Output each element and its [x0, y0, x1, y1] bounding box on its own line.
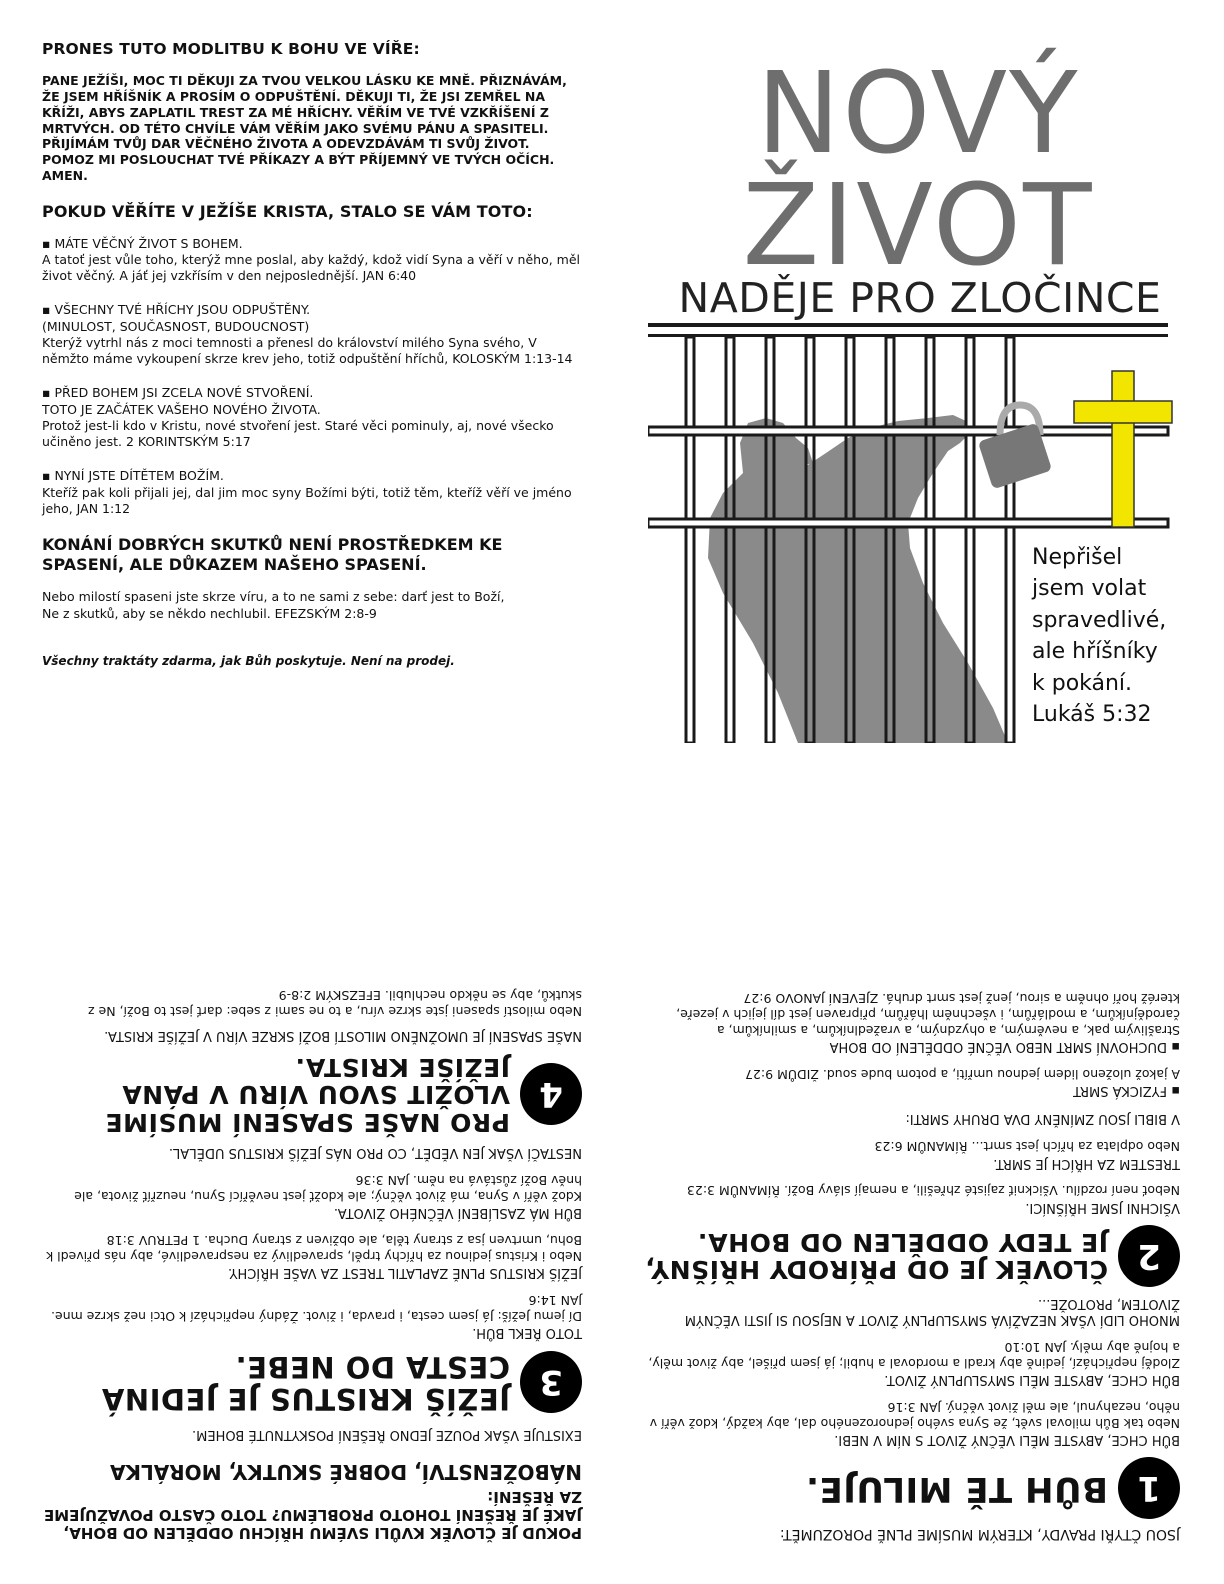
solution-panel [42, 822, 582, 1542]
sec3-sub2: JEŽÍŠ KRISTUS PLNĚ ZAPLATIL TREST ZA VAŠE HŘÍCHY. [228, 1264, 582, 1280]
sec3-text2: Nebo i Kristus jedinou za hříchy trpěl, spravedlivý za nespravedlivé, aby nás přivedl k Bohu, umrtven jsa z strany těla, ale obživen z strany Ducha. 1 PETRUV 3:18 [45, 1232, 582, 1264]
section-3-heading [42, 1350, 582, 1414]
four-truths-intro: JSOU ČTYŘI PRAVDY, KTERÝM MUSÍME PLNĚ POROZUMĚT: [779, 1526, 1180, 1542]
point-text: Protož jest-li kdo v Kristu, nové stvoření jest. Staré věci pominuly, aj, nové všecko učiněno jest. 2 KORINTSKÝM 5:17 [42, 417, 554, 450]
sec4-text: Nebo milostí spaseni jste skrze víru, a to ne sami z sebe: darť jest to Boží, Ne z skutků, aby se někdo nechlubil. EFEZSKÝM 2:8-9 [88, 988, 582, 1019]
cover-title-line1: NOVÝ [756, 49, 1080, 179]
four-truths-panel [640, 822, 1180, 1542]
point-text: Kterýž vytrhl nás z moci temnosti a přenesl do království milého Syna svého, V němžto máme vykoupení skrze krev jeho, totiž odpuštění hříchů, KOLOSKÝM 1:13-14 [42, 334, 573, 367]
point-text: A tatoť jest vůle toho, kterýž mne poslal, aby každý, kdož vidí Syna a věří v něho, měl život věčný. A jáť jej vzkřísím v den nejposlednější. JAN 6:40 [42, 251, 581, 284]
verse-line: ale hříšníky [1032, 639, 1158, 665]
sec3-sub3: BŮH MÁ ZASLÍBENÍ VĚČNÉHO ŽIVOTA. [333, 1204, 582, 1220]
section-4-heading [42, 1053, 582, 1136]
sec3-text1: Dí jemu Ježíš: Já jsem cesta, i pravda, i život. Žádný nepřichází k Otci než skrze mne. JAN 14:6 [50, 1292, 582, 1324]
verse-line: jsem volat [1032, 576, 1147, 602]
sec1-sub1: BŮH CHCE, ABYSTE MĚLI VĚČNÝ ŽIVOT S NÍM V NEBI. [834, 1432, 1180, 1448]
sec1-sub3: MNOHO LIDÍ VŠAK NEZAŽÍVÁ SMYSLUPLNÝ ŽIVOT A NEJSOU SI JISTI VĚČNÝM ŽIVOTEM, PROTOŽE... [684, 1295, 1180, 1328]
prayer-panel [42, 40, 582, 668]
solution-intro: POKUD JE ČLOVĚK KVŮLI SVÉMU HŘÍCHU ODDĚLEN OD BOHA, JAKÉ JE ŘEŠENÍ TOHOTO PROBLÉMU? TOTO ČASTO POVAŽUJEME ZA ŘEŠENÍ: [43, 1488, 582, 1542]
sec1-sub2: BŮH CHCE, ABYSTE MĚLI SMYSLUPLNÝ ŽIVOT. [884, 1372, 1180, 1388]
prayer-heading: PRONES TUTO MODLITBU K BOHU VE VÍŘE: [42, 40, 420, 58]
verse-reference: Lukáš 5:32 [1032, 702, 1152, 728]
footer-note: Všechny traktáty zdarma, jak Bůh poskytuje. Není na prodej. [42, 653, 455, 668]
verse-line: k pokání. [1032, 670, 1133, 696]
point-subtitle: (MINULOST, SOUČASNOST, BUDOUCNOST) [42, 318, 310, 334]
sec2-sub3: V BIBLI JSOU ZMÍNĚNY DVA DRUHY SMRTI: [905, 1111, 1180, 1127]
section-2-heading [640, 1225, 1180, 1287]
believe-heading: POKUD VĚŘÍTE V JEŽÍŠE KRISTA, STALO SE VÁM TOTO: [42, 201, 533, 221]
point-subtitle: TOTO JE ZAČÁTEK VAŠEHO NOVÉHO ŽIVOTA. [42, 401, 321, 417]
section-number-4: 4 [520, 1063, 582, 1125]
sec2-sub5: ▪ DUCHOVNÍ SMRT NEBO VĚČNÉ ODDĚLENÍ OD BOHA [829, 1039, 1180, 1055]
verse-line: spravedlivé, [1032, 607, 1167, 633]
sec2-text5: Strašlivým pak, a nevěrným, a ohyzdným, a vražedlníkům, a smilníkům, a čarodějníkům, a modlářům, i všechněm lhářům, připraven jest díl jejich v jezeře, kteréž hoří ohněm a sirou, jenž jest smrt druhá. ZJEVENÍ JANOVO 9:27 [676, 991, 1180, 1038]
sec1-text1: Nebo tak Bůh miloval svět, že Syna svého jednorozeného dal, aby každý, kdož věří v něho, nezahynul, ale měl život věčný. JAN 3:16 [649, 1400, 1180, 1431]
point-sins-forgiven [42, 302, 582, 367]
point-title: ▪ MÁTE VĚČNÝ ŽIVOT S BOHEM. [42, 235, 243, 251]
sec3-sub1: TOTO ŘEKL BŮH. [472, 1324, 582, 1340]
section-number-3: 3 [520, 1351, 582, 1413]
point-eternal-life [42, 236, 582, 285]
sec3-text3: Kdož věří v Syna, má život věčný; ale kdožť jest nevěřící Synu, neuzříť života, ale hněv Boží zůstává na něm. JAN 3:36 [74, 1172, 582, 1204]
top-rail [648, 323, 1168, 327]
point-child-of-god [42, 468, 582, 517]
section-1-heading [640, 1457, 1180, 1519]
cover-panel [612, 40, 1224, 760]
prayer-text: PANE JEŽÍŠI, MOC TI DĚKUJI ZA TVOU VELKOU LÁSKU KE MNĚ. PŘIZNÁVÁM, ŽE JSEM HŘÍŠNÍK A PROSÍM O ODPUŠTĚNÍ. DĚKUJI TI, ŽE JSI ZEMŘEL NA KŘÍŽI, ABYS ZAPLATIL TREST ZA MÉ HŘÍCHY. VĚŘÍM VE TVÉ VZKŘÍŠENÍ Z MRTVÝCH. OD TÉTO CHVÍLE VÁM VĚŘÍM JAKO SVÉMU PÁNU A SPASITELI. PŘIJÍMÁM TVŮJ DAR VĚČNÉHO ŽIVOTA A ODEVZDÁVÁM TI SVŮJ ŽIVOT. POMOZ MI POSLOUCHAT TVÉ PŘÍKAZY A BÝT PŘÍJEMNÝ VE TVÝCH OČÍCH. AMEN. [42, 73, 567, 183]
cross-icon [1074, 371, 1172, 527]
sec2-sub2: TRESTEM ZA HŘÍCH JE SMRT. [993, 1155, 1180, 1171]
sec2-text4: A jakož uloženo lidem jednou umříti, a potom bude soud. ŽIDŮM 9:27 [745, 1066, 1180, 1082]
section-2-title: ČLOVĚK JE OD PŘÍRODY HŘÍŠNÝ, JE TEDY ODDĚLEN OD BOHA. [644, 1227, 1108, 1285]
verse-block [1032, 542, 1217, 731]
cover-subtitle: NADĚJE PRO ZLOČINCE [678, 274, 1162, 322]
works-heading: KONÁNÍ DOBRÝCH SKUTKŮ NENÍ PROSTŘEDKEM KE SPASENÍ, ALE DŮKAZEM NAŠEHO SPASENÍ. [42, 535, 503, 575]
sec2-text2: Nebo odplata za hřích jest smrt... ŘÍMANŮM 6:23 [874, 1139, 1180, 1155]
section-3-title: JEŽÍŠ KRISTUS JE JEDINÁ CESTA DO NEBE. [101, 1349, 510, 1416]
sec2-sub4: ▪ FYZICKÁ SMRT [1073, 1083, 1180, 1099]
point-title: ▪ VŠECHNY TVÉ HŘÍCHY JSOU ODPUŠTĚNY. [42, 302, 311, 318]
sec4-sub: NAŠE SPASENÍ JE UMOŽNĚNO MILOSTÍ BOŽÍ SKRZE VÍRU V JEŽÍŠE KRISTA. [104, 1028, 582, 1044]
works-text: Nebo milostí spaseni jste skrze víru, a to ne sami z sebe: darť jest to Boží, Ne z skutků, aby se někdo nechlubil. EFEZSKÝM 2:8-9 [42, 589, 505, 621]
sec1-text2: Zloděj nepřichází, jedině aby kradl a mordoval a hubil; já jsem přišel, aby život měly, a hojně aby měly. JAN 10:10 [648, 1340, 1180, 1371]
cover-title-line2: ŽIVOT [742, 161, 1094, 291]
verse-line: Nepřišel [1032, 545, 1123, 570]
sec2-sub1: VŠICHNI JSME HŘÍŠNÍCI. [1025, 1199, 1180, 1215]
sec2-text1: Neboť není rozdílu. Všickniť zajisté zhřešili, a nemají slávy Boží. ŘÍMANŮM 3:23 [686, 1183, 1180, 1199]
section-4-title: PRO NAŠE SPASENÍ MUSÍME VLOŽIT SVOU VÍRU V PÁNA JEŽÍŠE KRISTA. [105, 1052, 510, 1137]
section-number-1: 1 [1118, 1457, 1180, 1519]
only-solution: EXISTUJE VŠAK POUZE JEDNO ŘEŠENÍ POSKYTNUTÉ BOHEM. [192, 1427, 582, 1442]
point-title: ▪ NYNÍ JSTE DÍTĚTEM BOŽÍM. [42, 468, 224, 484]
point-title: ▪ PŘED BOHEM JSI ZCELA NOVÉ STVOŘENÍ. [42, 385, 314, 401]
section-number-2: 2 [1118, 1225, 1180, 1287]
sec3-sub4: NESTAČÍ VŠAK JEN VĚDĚT, CO PRO NÁS JEŽÍŠ KRISTUS UDĚLAL. [168, 1144, 582, 1160]
point-new-creation [42, 385, 582, 450]
religion-line: NÁBOŽENSTVÍ, DOBRÉ SKUTKY, MORÁLKA [110, 1460, 582, 1484]
section-1-title: BŮH TĚ MILUJE. [805, 1468, 1108, 1509]
point-text: Kteříž pak koli přijali jej, dal jim moc syny Božími býti, totiž těm, kteříž věří ve jméno jeho, JAN 1:12 [42, 484, 572, 516]
